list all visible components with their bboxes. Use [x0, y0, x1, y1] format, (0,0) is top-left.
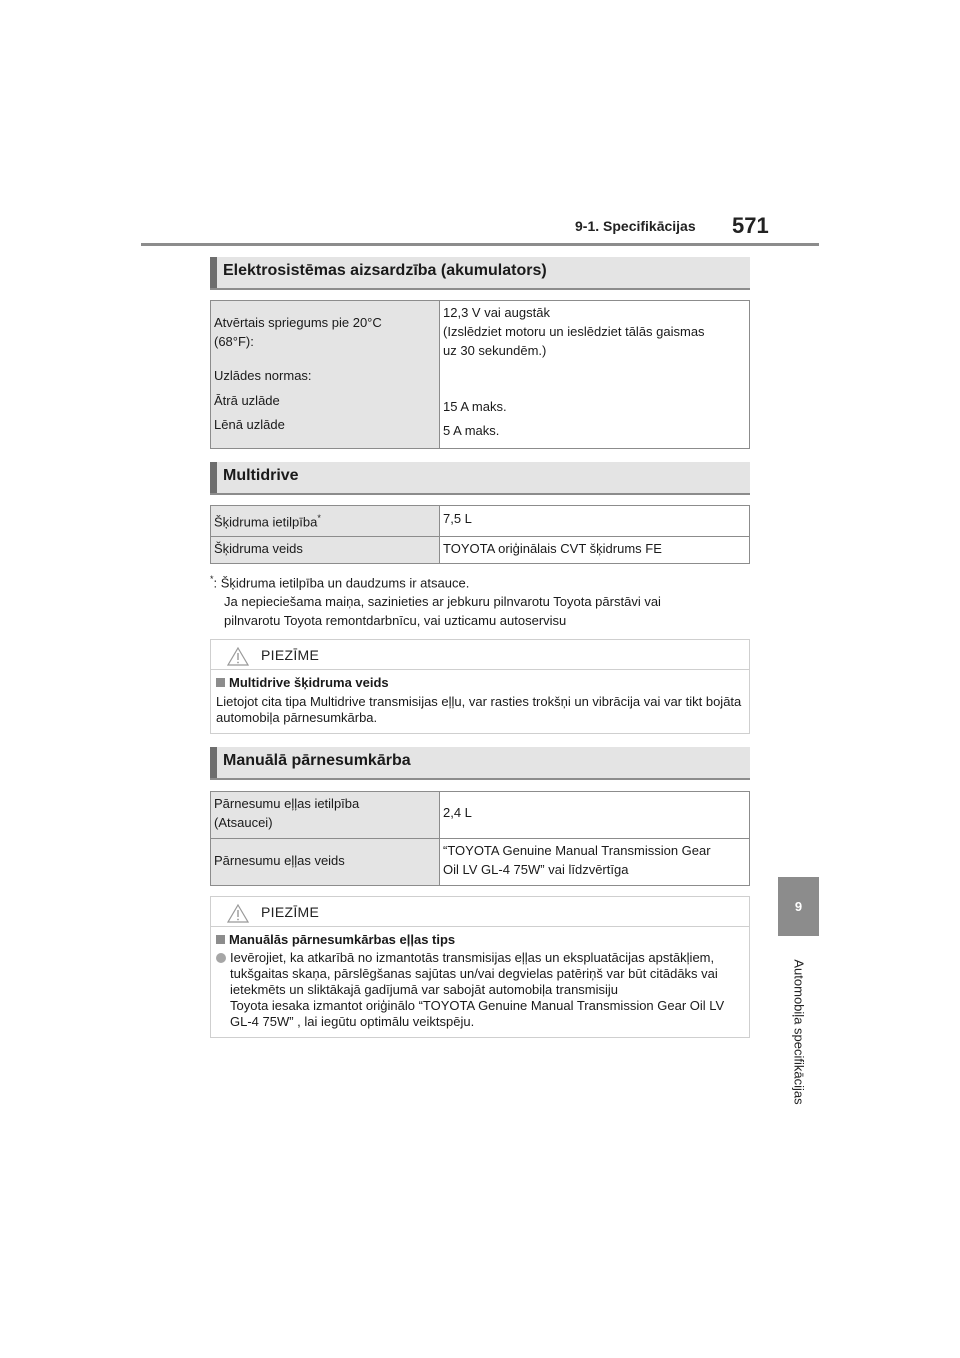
- notice-heading: PIEZĪME: [261, 647, 320, 663]
- notice-body: [211, 670, 749, 733]
- value-voltage-1: 12,3 V vai augstāk: [443, 305, 550, 320]
- label-oil-type: Pārnesumu eļļas veids: [214, 853, 345, 868]
- notice-header: [211, 897, 749, 927]
- section-title-battery: Elektrosistēmas aizsardzība (akumulators): [223, 262, 547, 279]
- notice-header: [211, 640, 749, 670]
- table-value-cell: [440, 792, 750, 839]
- square-bullet-icon: [216, 935, 225, 944]
- table-label-cell: [211, 506, 440, 537]
- label-charging: Uzlādes normas:: [214, 368, 312, 383]
- chapter-tab-number[interactable]: 9: [778, 877, 819, 936]
- footnote: [210, 570, 750, 630]
- value-voltage-2: (Izslēdziet motoru un ieslēdziet tālās gaismas: [443, 324, 705, 339]
- table-label-cell: [211, 792, 440, 839]
- list-item: [216, 950, 744, 1030]
- battery-table: [210, 300, 750, 449]
- label-oil-capacity-ref: (Atsaucei): [214, 815, 273, 830]
- chapter-tab-title: [786, 944, 812, 1120]
- section-header-battery: [210, 257, 750, 290]
- table-label-cell: [211, 301, 440, 449]
- warning-triangle-icon: [227, 647, 249, 666]
- circle-bullet-icon: [216, 953, 226, 963]
- footnote-line-2: Ja nepieciešama maiņa, sazinieties ar jebkuru pilnvarotu Toyota pārstāvi vai: [224, 594, 661, 610]
- section-header-manual: [210, 747, 750, 780]
- notice-box-multidrive: [210, 639, 750, 734]
- footnote-line-1: : Šķidruma ietilpība un daudzums ir atsauce.: [213, 575, 470, 591]
- notice-bullet-text-2: Toyota iesaka izmantot oriģinālo “TOYOTA Genuine Manual Transmission Gear Oil LV GL-4 75W” , lai iegūtu optimālu veiktspēju.: [230, 998, 725, 1029]
- multidrive-table: [210, 505, 750, 564]
- table-row: [211, 301, 750, 449]
- label-fast-charge: Ātrā uzlāde: [214, 393, 280, 408]
- value-oil-type-1: “TOYOTA Genuine Manual Transmission Gear: [443, 843, 711, 858]
- chapter-tab-title-text: Automobiļa specifikācijas: [791, 959, 807, 1105]
- footnote-mark: *: [210, 574, 214, 584]
- value-oil-capacity: 2,4 L: [443, 805, 472, 820]
- section-header-multidrive: [210, 462, 750, 495]
- notice-bullet-text-1: Ievērojiet, ka atkarībā no izmantotās transmisijas eļļas un ekspluatācijas apstākļiem, tukšgaitas skaņa, pārslēgšanas sajūtas un/vai degvielas patēriņš var būt citādāks vai ietekmēts un sliktākajā gadījumā var sabojāt automobiļa transmisiju: [230, 950, 718, 997]
- section-title-multidrive: Multidrive: [223, 467, 299, 484]
- table-value-cell: [440, 537, 750, 564]
- warning-triangle-icon: [227, 904, 249, 923]
- label-oil-capacity: Pārnesumu eļļas ietilpība: [214, 796, 360, 811]
- value-voltage-3: uz 30 sekundēm.): [443, 343, 547, 358]
- manual-table: [210, 791, 750, 886]
- table-row: [211, 792, 750, 839]
- label-fluid-type: Šķidruma veids: [214, 541, 303, 556]
- section-accent-bar: [210, 747, 217, 778]
- notice-subtitle: Multidrive šķidruma veids: [229, 675, 389, 690]
- notice-heading: PIEZĪME: [261, 904, 320, 920]
- section-accent-bar: [210, 257, 217, 288]
- footnote-line-3: pilnvarotu Toyota remontdarbnīcu, vai uzticamu autoservisu: [224, 613, 567, 629]
- table-row: [211, 506, 750, 537]
- section-accent-bar: [210, 462, 217, 493]
- value-fluid-type: TOYOTA oriģinālais CVT šķidrums FE: [443, 541, 662, 556]
- value-slow-charge: 5 A maks.: [443, 423, 500, 438]
- label-slow-charge: Lēnā uzlāde: [214, 417, 285, 432]
- table-row: [211, 537, 750, 564]
- table-value-cell: [440, 506, 750, 537]
- notice-box-manual: [210, 896, 750, 1038]
- label-voltage-2: (68°F):: [214, 334, 254, 349]
- value-fluid-capacity: 7,5 L: [443, 511, 472, 526]
- header-rule: [141, 243, 819, 246]
- section-title-manual: Manuālā pārnesumkārba: [223, 752, 411, 769]
- page-number: 571: [732, 213, 769, 238]
- table-value-cell: [440, 839, 750, 886]
- section-title: 9-1. Specifikācijas: [575, 218, 696, 234]
- notice-body: [211, 927, 749, 1037]
- notice-text: Lietojot cita tipa Multidrive transmisijas eļļu, var rasties trokšņi un vibrācija vai var tikt bojāta automobiļa pārnesumkārba.: [216, 694, 742, 725]
- table-label-cell: [211, 537, 440, 564]
- label-fluid-capacity: Šķidruma ietilpība: [214, 514, 318, 530]
- square-bullet-icon: [216, 678, 225, 687]
- table-label-cell: [211, 839, 440, 886]
- table-value-cell: [440, 301, 750, 449]
- label-voltage-1: Atvērtais spriegums pie 20°C: [214, 315, 382, 330]
- value-fast-charge: 15 A maks.: [443, 399, 507, 414]
- value-oil-type-2: Oil LV GL-4 75W” vai līdzvērtīga: [443, 862, 629, 877]
- footnote-mark: *: [317, 513, 321, 523]
- notice-subtitle: Manuālās pārnesumkārbas eļļas tips: [229, 932, 456, 947]
- table-row: [211, 839, 750, 886]
